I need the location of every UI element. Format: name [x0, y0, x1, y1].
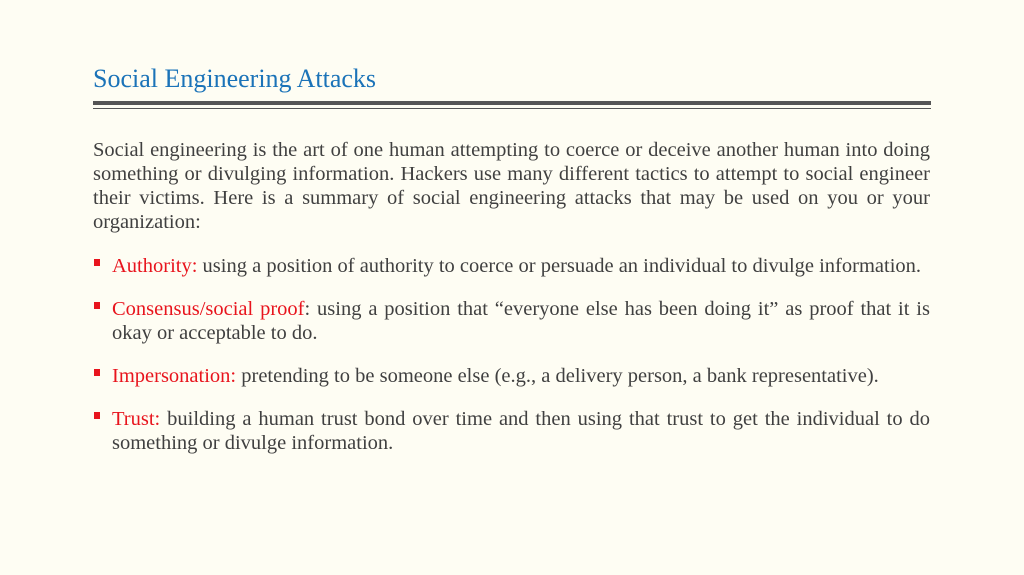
bullet-term: Authority: [112, 255, 198, 277]
bullet-description: pretending to be someone else (e.g., a delivery person, a bank representative). [236, 365, 879, 387]
square-bullet-icon [94, 369, 100, 376]
list-item-consensus [93, 297, 930, 345]
bullet-description: building a human trust bond over time and then using that trust to get the individual to do something or divulge information. [112, 408, 930, 454]
bullet-term: Impersonation: [112, 365, 237, 387]
bullet-term: Consensus/social proof [112, 298, 305, 320]
bullet-description: : using a position that “everyone else has been doing it” as proof that it is okay or acceptable to do. [112, 298, 930, 344]
list-item-impersonation [93, 364, 930, 388]
slide-body [93, 138, 930, 474]
attack-list [93, 254, 930, 455]
square-bullet-icon [94, 302, 100, 309]
list-item-trust [93, 407, 930, 455]
square-bullet-icon [94, 412, 100, 419]
square-bullet-icon [94, 259, 100, 266]
slide-title: Social Engineering Attacks [93, 64, 377, 93]
title-divider-thick [93, 101, 931, 105]
intro-paragraph: Social engineering is the art of one human attempting to coerce or deceive another human into doing something or divulging information. Hackers use many different tactics to attempt to social engineer their victims. Here is a summary of social engineering attacks that may be used on you or your organization: [93, 139, 930, 233]
list-item-authority [93, 254, 930, 278]
title-divider-thin [93, 108, 931, 109]
bullet-term: Trust: [112, 408, 161, 430]
bullet-description: using a position of authority to coerce or persuade an individual to divulge information. [197, 255, 922, 277]
